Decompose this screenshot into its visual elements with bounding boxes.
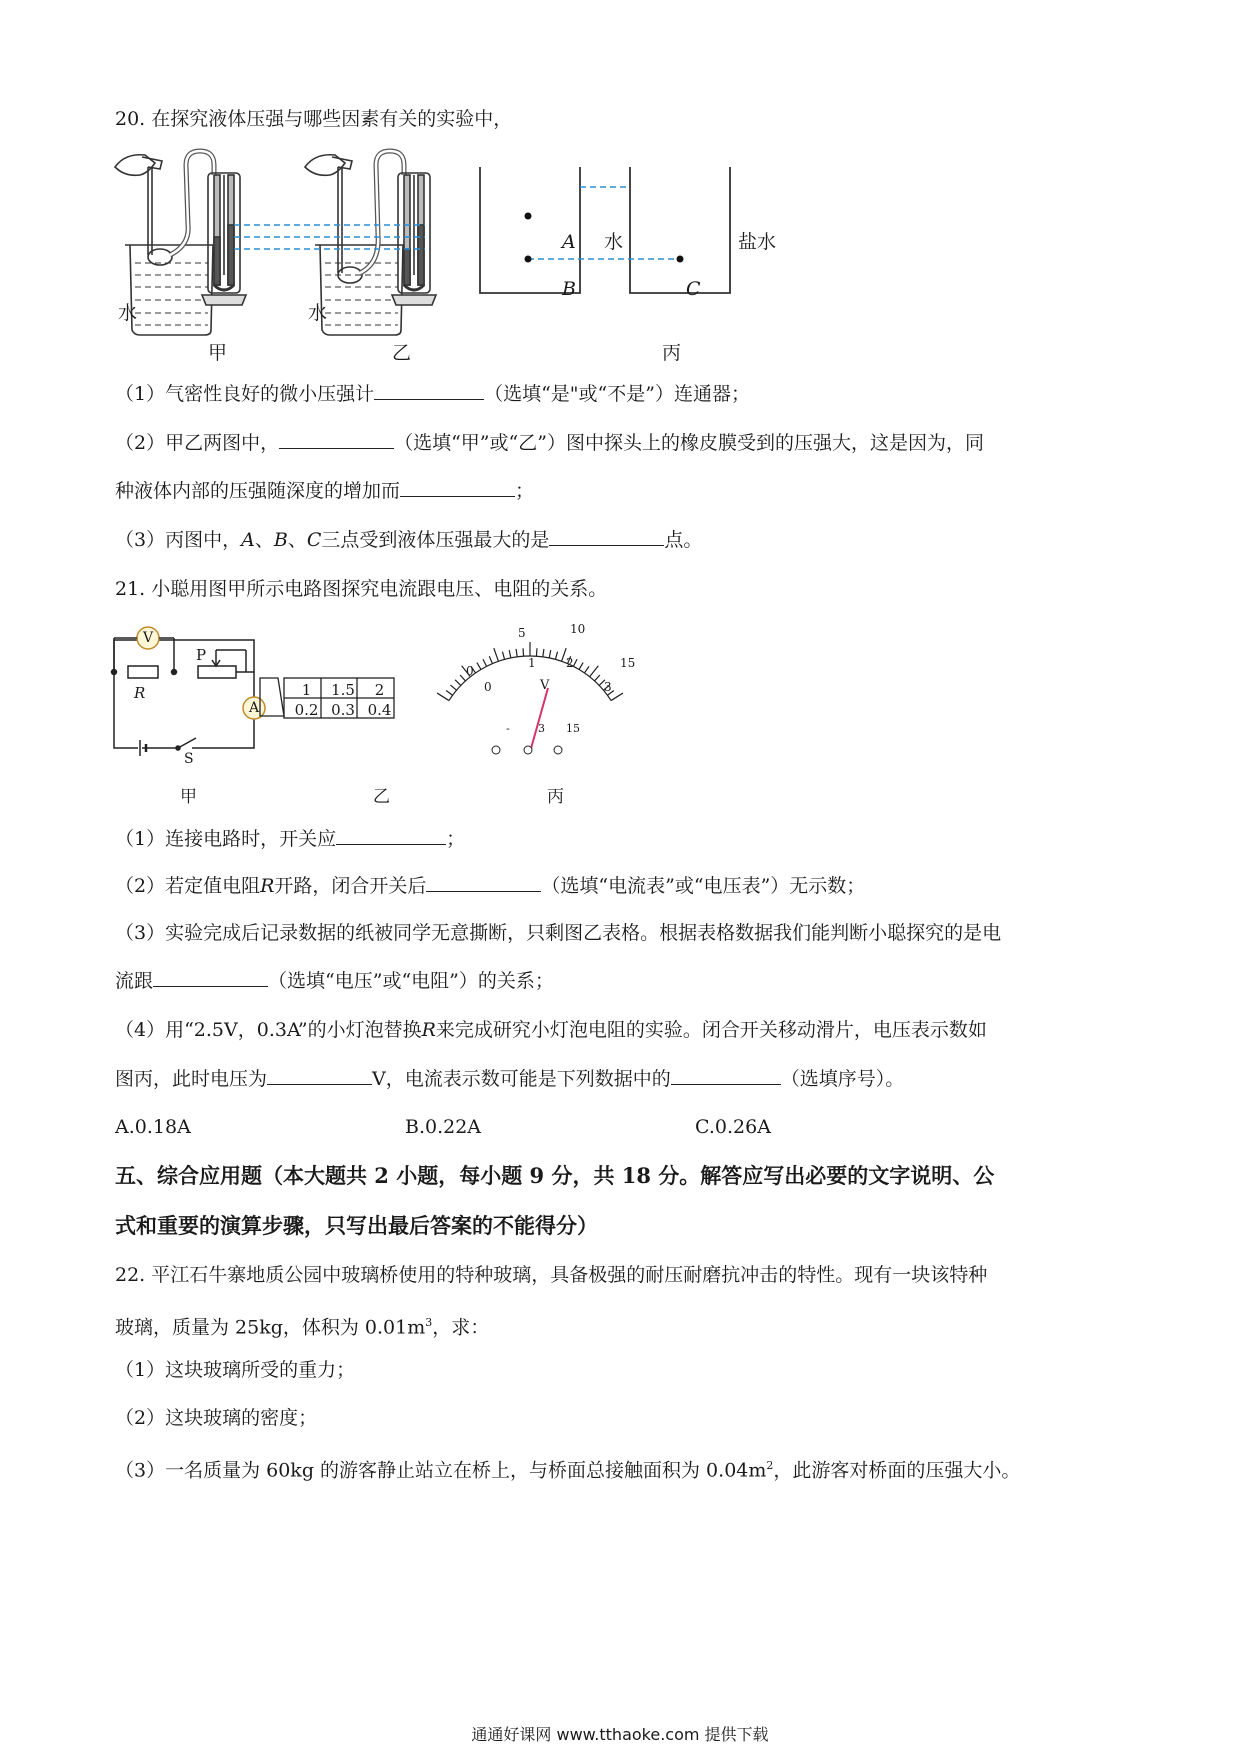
q22-sup3: 3 (425, 1316, 433, 1329)
label-jia: 甲 (208, 342, 228, 364)
q21-blank4[interactable] (267, 1066, 372, 1085)
terminal-label-neg: - (506, 722, 510, 735)
meter-tick (437, 693, 449, 701)
q21-p3-tail: （选填“电压”或“电阻”）的关系； (268, 970, 554, 992)
label-yi: 乙 (392, 342, 412, 364)
q21-p3-text: 流跟 (115, 970, 154, 992)
q20-p3-B: B (273, 529, 288, 551)
point-A (525, 213, 532, 220)
meter-inner-3: 3 (604, 680, 612, 694)
q20-stem: 20. 在探究液体压强与哪些因素有关的实验中， (115, 108, 513, 130)
q22-part1: （1）这块玻璃所受的重力； (115, 1359, 356, 1381)
q20-blank4[interactable] (549, 527, 664, 546)
q20-blank1[interactable] (374, 381, 484, 400)
label-S: S (184, 751, 194, 767)
meter-tick (446, 691, 452, 696)
q22-line2-text: 玻璃，质量为 25kg，体积为 0.01m (115, 1316, 426, 1339)
label-C: C (686, 278, 701, 300)
meter-tick (483, 659, 487, 666)
q20-p2-tail: （选填“甲”或“乙”）图中探头上的橡皮膜受到的压强大，这是因为，同 (394, 432, 984, 454)
meter-outer-5: 5 (518, 626, 526, 640)
q20-p2-text: （2）甲乙两图中， (115, 432, 280, 454)
q20-p3-mid: 三点受到液体压强最大的是 (321, 529, 550, 551)
q21-p1-tail: ； (446, 828, 466, 850)
meter-tick (590, 666, 599, 677)
q20-p3-C: C (306, 529, 322, 551)
meter-tick (584, 666, 589, 673)
q21-p4-text2: 图丙，此时电压为 (115, 1068, 268, 1090)
voltmeter-needle (530, 688, 548, 752)
meter-tick (450, 685, 456, 690)
table-cell: 2 (374, 681, 385, 699)
q21-p4-mid: 来完成研究小灯泡电阻的实验。闭合开关移动滑片，电压表示数如 (435, 1019, 987, 1041)
point-B (525, 256, 532, 263)
q22-line2 (115, 1310, 489, 1340)
q21-part2 (115, 873, 865, 899)
q22-part2: （2）这块玻璃的密度； (115, 1407, 318, 1429)
q22-part3 (115, 1453, 1020, 1483)
table-cell: 0.2 (294, 701, 319, 719)
q22-p3-tail: ，此游客对桥面的压强大小。 (773, 1459, 1021, 1482)
q21-p2-tail: （选填“电流表”或“电压表”）无示数； (541, 875, 866, 897)
label-shui: 水 (604, 231, 624, 253)
label-bing-21: 丙 (547, 787, 564, 807)
label-R: R (134, 684, 146, 702)
q21-option-b: B.0.22A (405, 1116, 482, 1138)
meter-tick (489, 656, 492, 663)
q21-p4-mid2: V，电流表示数可能是下列数据中的 (372, 1068, 671, 1090)
q21-p2-text: （2）若定值电阻 (115, 875, 261, 897)
meter-tick (516, 649, 517, 657)
q20-figure (110, 145, 840, 370)
label-yanshui: 盐水 (738, 231, 777, 253)
section5-heading-line2: 式和重要的演算步骤，只写出最后答案的不能得分） (115, 1213, 598, 1238)
meter-tick (579, 663, 583, 670)
q21-p4-R: R (421, 1019, 436, 1041)
meter-outer-10: 10 (570, 622, 586, 636)
voltmeter-scale (437, 642, 623, 701)
q22-line2-tail: ，求： (432, 1316, 490, 1339)
q21-option-c: C.0.26A (695, 1116, 771, 1138)
q21-blank2[interactable] (426, 873, 541, 892)
meter-tick (536, 648, 537, 656)
q21-blank3[interactable] (153, 968, 268, 987)
page-footer: 通通好课网 www.tthaoke.com 提供下载 (471, 1725, 769, 1744)
label-B: B (562, 278, 576, 300)
meter-tick (494, 648, 499, 661)
label-A: A (562, 231, 576, 253)
q20-p3-text: （3）丙图中， (115, 529, 242, 551)
label-jia-21: 甲 (180, 787, 197, 807)
meter-tick (573, 659, 577, 666)
meter-unit: V (540, 678, 550, 693)
q20-part2-line1 (115, 430, 984, 456)
q20-part1 (115, 381, 750, 407)
q21-part1 (115, 826, 465, 852)
label-V: V (143, 630, 154, 646)
table-cell: 0.4 (367, 701, 392, 719)
section5-heading-line1: 五、综合应用题（本大题共 2 小题，每小题 9 分，共 18 分。解答应写出必要的文字说明、公 (115, 1163, 995, 1188)
q21-p4-tail: （选填序号）。 (780, 1068, 905, 1090)
q20-p2-text2: 种液体内部的压强随深度的增加而 (115, 480, 401, 502)
table-cell: 1.5 (331, 681, 355, 699)
q20-p3-tail: 点。 (664, 529, 703, 551)
q21-p2-mid: 开路，闭合开关后 (274, 875, 427, 897)
label-A-meter: A (249, 700, 260, 716)
terminal-15 (554, 746, 562, 754)
q21-option-a: A.0.18A (115, 1116, 191, 1138)
q22-p3-text: （3）一名质量为 60kg 的游客静止站立在桥上，与桥面总接触面积为 0.04m (115, 1459, 767, 1482)
q20-p3-A: A (241, 529, 255, 551)
meter-tick (502, 652, 504, 660)
meter-tick (477, 663, 481, 670)
terminal-label-15: 15 (566, 722, 580, 735)
meter-tick (523, 648, 524, 656)
meter-inner-1: 1 (528, 656, 536, 670)
terminal-label-3: 3 (538, 722, 545, 735)
q20-part3 (115, 527, 702, 553)
q21-part3-line1: （3）实验完成后记录数据的纸被同学无意撕断，只剩图乙表格。根据表格数据我们能判断小聪探究的是电 (115, 922, 1002, 944)
q20-p2-tail2: ； (515, 480, 535, 502)
meter-outer-0: 0 (466, 664, 474, 678)
q21-part3-line2 (115, 968, 554, 994)
label-yi-21: 乙 (373, 787, 390, 807)
q21-part4-line1 (115, 1017, 987, 1043)
meter-inner-0: 0 (484, 680, 492, 694)
q21-p1-text: （1）连接电路时，开关应 (115, 828, 337, 850)
meter-tick (455, 680, 461, 686)
q21-part4-line2 (115, 1066, 904, 1092)
label-bing: 丙 (662, 342, 682, 364)
meter-inner-2: 2 (566, 656, 574, 670)
q20-p1-tail: （选填“是"或“不是”）连通器； (484, 383, 750, 405)
meter-tick (549, 650, 551, 658)
table-cell: 0.3 (331, 701, 355, 719)
q21-p4-text: （4）用“2.5V，0.3A”的小灯泡替换 (115, 1019, 422, 1041)
meter-tick (595, 675, 600, 681)
table-cell: 1 (301, 681, 312, 699)
q20-p3-sep1: 、 (254, 529, 274, 551)
label-P: P (196, 646, 207, 664)
q20-p1-text: （1）气密性良好的微小压强计 (115, 383, 375, 405)
q21-stem: 21. 小聪用图甲所示电路图探究电流跟电压、电阻的关系。 (115, 578, 608, 600)
q21-blank1[interactable] (336, 826, 446, 845)
table-values (288, 680, 398, 720)
q20-blank3[interactable] (400, 478, 515, 497)
meter-outer-15: 15 (620, 656, 636, 670)
q21-blank5[interactable] (671, 1066, 781, 1085)
q21-p2-R: R (260, 875, 275, 897)
q20-p3-sep2: 、 (287, 529, 307, 551)
terminal-neg (492, 746, 500, 754)
terminal-3 (524, 746, 532, 754)
q22-sup2: 2 (766, 1459, 774, 1472)
meter-tick (543, 649, 544, 657)
point-C (677, 256, 684, 263)
q20-blank2[interactable] (279, 430, 394, 449)
meter-tick (611, 693, 623, 701)
meter-tick (460, 675, 465, 681)
label-water-jia: 水 (118, 302, 138, 324)
label-water-yi: 水 (308, 302, 328, 324)
meter-tick (509, 650, 511, 658)
meter-tick (555, 652, 557, 660)
q22-line1: 22. 平江石牛寨地质公园中玻璃桥使用的特种玻璃，具备极强的耐压耐磨抗冲击的特性。现有一块该特种 (115, 1264, 988, 1286)
q20-part2-line2 (115, 478, 534, 504)
